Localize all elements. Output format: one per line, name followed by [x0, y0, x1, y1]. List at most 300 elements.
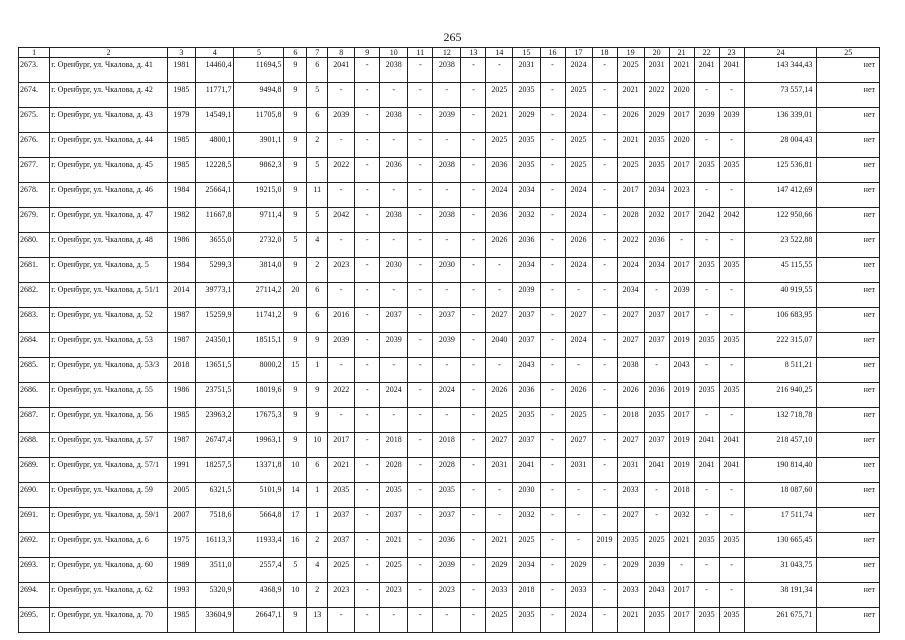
table-cell: 2031 [486, 458, 513, 483]
table-cell: - [355, 58, 380, 83]
table-cell: - [644, 483, 669, 508]
table-cell: 2039 [513, 283, 540, 308]
table-cell: 2016 [328, 308, 355, 333]
table-cell: 2043 [669, 358, 694, 383]
table-cell: - [328, 133, 355, 158]
table-cell: 3655,0 [195, 233, 234, 258]
table-cell: 2019 [669, 458, 694, 483]
table-cell: - [540, 108, 565, 133]
table-cell: - [355, 183, 380, 208]
table-cell: 2032 [644, 208, 669, 233]
table-row [19, 208, 880, 233]
table-cell: 2038 [433, 158, 461, 183]
column-header-17: 17 [565, 48, 592, 58]
table-cell: - [355, 433, 380, 458]
table-cell: - [719, 233, 744, 258]
table-cell: - [486, 58, 513, 83]
table-cell: 2037 [513, 308, 540, 333]
table-cell: 2034 [513, 258, 540, 283]
column-header-9: 9 [355, 48, 380, 58]
table-cell: - [719, 358, 744, 383]
table-cell: - [719, 583, 744, 608]
table-cell: 2021 [617, 608, 644, 633]
column-header-2: 2 [50, 48, 168, 58]
table-cell: 2019 [592, 533, 617, 558]
table-cell: 2038 [617, 358, 644, 383]
table-cell: нет [817, 283, 880, 308]
table-cell: 2034 [513, 558, 540, 583]
table-cell: 2039 [433, 333, 461, 358]
table-cell: 2021 [669, 533, 694, 558]
table-cell: 2036 [486, 158, 513, 183]
table-cell: 2036 [513, 233, 540, 258]
table-cell: 2027 [617, 508, 644, 533]
table-cell: 2029 [513, 108, 540, 133]
table-cell: 3901,1 [234, 133, 284, 158]
table-cell: 130 665,45 [744, 533, 817, 558]
table-cell: 5 [284, 558, 307, 583]
table-cell: 13371,8 [234, 458, 284, 483]
table-cell: 23 522,88 [744, 233, 817, 258]
table-cell: 2033 [617, 483, 644, 508]
table-cell: нет [817, 183, 880, 208]
table-row [19, 233, 880, 258]
table-cell: 2034 [617, 283, 644, 308]
table-cell: 18257,5 [195, 458, 234, 483]
table-cell: 2027 [565, 433, 592, 458]
table-cell: - [565, 283, 592, 308]
table-cell: - [540, 333, 565, 358]
table-cell: - [355, 158, 380, 183]
table-cell: 2035 [719, 533, 744, 558]
table-cell: нет [817, 333, 880, 358]
table-cell: - [380, 608, 408, 633]
table-cell: 2025 [486, 608, 513, 633]
table-cell: 2034 [513, 183, 540, 208]
table-cell: 2036 [486, 208, 513, 233]
table-cell: 5 [284, 233, 307, 258]
row-number-cell: 2688. [19, 433, 50, 458]
table-cell: 2017 [617, 183, 644, 208]
table-cell: - [592, 508, 617, 533]
table-cell: - [408, 108, 433, 133]
table-cell: 2035 [719, 333, 744, 358]
address-cell: г. Оренбург, ул. Чкалова, д. 48 [50, 233, 168, 258]
table-cell: - [461, 408, 486, 433]
table-cell: 216 940,25 [744, 383, 817, 408]
table-cell: 4368,9 [234, 583, 284, 608]
table-cell: - [328, 283, 355, 308]
table-cell: - [644, 508, 669, 533]
column-header-12: 12 [433, 48, 461, 58]
table-cell: - [540, 183, 565, 208]
column-header-18: 18 [592, 48, 617, 58]
table-cell: - [565, 358, 592, 383]
table-cell: - [540, 458, 565, 483]
table-cell: 4 [307, 558, 328, 583]
table-cell: - [355, 358, 380, 383]
table-cell: 9 [307, 333, 328, 358]
table-row [19, 458, 880, 483]
table-cell: - [433, 83, 461, 108]
table-cell: 2019 [669, 433, 694, 458]
table-cell: 2024 [617, 258, 644, 283]
table-cell: 2024 [565, 208, 592, 233]
address-cell: г. Оренбург, ул. Чкалова, д. 52 [50, 308, 168, 333]
table-cell: 2029 [486, 558, 513, 583]
table-row [19, 583, 880, 608]
address-cell: г. Оренбург, ул. Чкалова, д. 59 [50, 483, 168, 508]
address-cell: г. Оренбург, ул. Чкалова, д. 44 [50, 133, 168, 158]
table-cell: 2035 [719, 158, 744, 183]
table-cell: - [380, 408, 408, 433]
table-cell: 2038 [380, 58, 408, 83]
table-cell: - [355, 558, 380, 583]
table-cell: 2030 [513, 483, 540, 508]
table-cell: - [380, 358, 408, 383]
table-cell: - [355, 458, 380, 483]
header-row [19, 48, 880, 58]
table-cell: - [408, 608, 433, 633]
table-cell: - [592, 333, 617, 358]
row-number-cell: 2674. [19, 83, 50, 108]
table-cell: 2035 [694, 158, 719, 183]
table-cell: 3511,0 [195, 558, 234, 583]
table-cell: - [328, 233, 355, 258]
table-cell: 2035 [694, 258, 719, 283]
table-cell: - [461, 308, 486, 333]
table-cell: - [461, 183, 486, 208]
table-cell: - [328, 358, 355, 383]
table-cell: 2029 [644, 108, 669, 133]
table-cell: - [486, 358, 513, 383]
table-cell: - [433, 283, 461, 308]
table-cell: 1979 [167, 108, 195, 133]
table-cell: - [694, 358, 719, 383]
column-header-3: 3 [167, 48, 195, 58]
table-cell: - [408, 208, 433, 233]
table-cell: - [719, 508, 744, 533]
table-cell: 2037 [380, 308, 408, 333]
table-cell: 5320,9 [195, 583, 234, 608]
table-cell: - [592, 583, 617, 608]
table-cell: 5 [307, 83, 328, 108]
table-cell: 2026 [617, 383, 644, 408]
table-cell: 3814,0 [234, 258, 284, 283]
table-cell: 2035 [644, 408, 669, 433]
table-cell: 2035 [513, 158, 540, 183]
table-cell: 2035 [513, 608, 540, 633]
table-cell: 2024 [486, 183, 513, 208]
table-cell: 2022 [617, 233, 644, 258]
address-cell: г. Оренбург, ул. Чкалова, д. 59/1 [50, 508, 168, 533]
table-cell: 2732,0 [234, 233, 284, 258]
table-cell: - [355, 283, 380, 308]
table-cell: 2038 [380, 208, 408, 233]
table-cell: - [408, 308, 433, 333]
column-header-16: 16 [540, 48, 565, 58]
table-cell: 2035 [644, 133, 669, 158]
table-cell: 2039 [328, 333, 355, 358]
table-cell: - [355, 208, 380, 233]
table-cell: 2037 [433, 308, 461, 333]
table-cell: 2037 [644, 433, 669, 458]
table-cell: 2035 [694, 333, 719, 358]
table-cell: - [592, 258, 617, 283]
table-cell: 122 950,66 [744, 208, 817, 233]
table-cell: 2020 [669, 133, 694, 158]
table-cell: - [540, 583, 565, 608]
table-cell: 39773,1 [195, 283, 234, 308]
table-cell: 26747,4 [195, 433, 234, 458]
address-cell: г. Оренбург, ул. Чкалова, д. 51/1 [50, 283, 168, 308]
table-cell: - [592, 483, 617, 508]
table-cell: нет [817, 508, 880, 533]
address-cell: г. Оренбург, ул. Чкалова, д. 60 [50, 558, 168, 583]
table-cell: - [540, 558, 565, 583]
table-cell: 1975 [167, 533, 195, 558]
address-cell: г. Оренбург, ул. Чкалова, д. 42 [50, 83, 168, 108]
table-cell: - [461, 258, 486, 283]
table-body [19, 58, 880, 633]
table-cell: - [540, 483, 565, 508]
row-number-cell: 2685. [19, 358, 50, 383]
table-cell: 2033 [565, 583, 592, 608]
table-cell: 143 344,43 [744, 58, 817, 83]
table-cell: 2027 [617, 433, 644, 458]
table-row [19, 133, 880, 158]
table-cell: 9 [284, 183, 307, 208]
table-cell: - [408, 583, 433, 608]
table-cell: - [461, 358, 486, 383]
table-cell: 17 [284, 508, 307, 533]
table-cell: 2029 [617, 558, 644, 583]
table-cell: 9 [284, 133, 307, 158]
table-cell: 2035 [719, 608, 744, 633]
table-row [19, 333, 880, 358]
table-cell: 136 339,01 [744, 108, 817, 133]
table-cell: 18 087,60 [744, 483, 817, 508]
table-cell: 1985 [167, 408, 195, 433]
table-row [19, 283, 880, 308]
column-header-15: 15 [513, 48, 540, 58]
table-cell: 1991 [167, 458, 195, 483]
table-cell: 1986 [167, 383, 195, 408]
table-cell: 1984 [167, 258, 195, 283]
table-cell: 2039 [719, 108, 744, 133]
table-cell: 2041 [719, 433, 744, 458]
table-cell: - [355, 333, 380, 358]
table-cell: 2036 [644, 233, 669, 258]
table-cell: 2 [307, 258, 328, 283]
table-row [19, 183, 880, 208]
table-cell: 2018 [380, 433, 408, 458]
table-cell: - [328, 83, 355, 108]
table-cell: - [408, 533, 433, 558]
table-cell: 2033 [486, 583, 513, 608]
table-cell: 2037 [644, 308, 669, 333]
table-cell: 2041 [513, 458, 540, 483]
table-cell: - [328, 408, 355, 433]
table-cell: - [355, 583, 380, 608]
table-cell: 10 [284, 458, 307, 483]
table-row [19, 258, 880, 283]
table-cell: 2026 [486, 383, 513, 408]
table-cell: 15259,9 [195, 308, 234, 333]
table-cell: 2031 [644, 58, 669, 83]
table-cell: 2025 [565, 83, 592, 108]
table-cell: 11771,7 [195, 83, 234, 108]
table-cell: 11694,5 [234, 58, 284, 83]
table-cell: 14549,1 [195, 108, 234, 133]
table-cell: - [461, 383, 486, 408]
table-cell: - [461, 133, 486, 158]
table-cell: 2025 [513, 533, 540, 558]
table-cell: 2033 [617, 583, 644, 608]
table-cell: 2035 [328, 483, 355, 508]
table-row [19, 308, 880, 333]
table-cell: 17675,3 [234, 408, 284, 433]
row-number-cell: 2691. [19, 508, 50, 533]
table-cell: - [592, 433, 617, 458]
table-cell: - [592, 208, 617, 233]
table-cell: 2038 [433, 208, 461, 233]
table-cell: 11705,8 [234, 108, 284, 133]
table-cell: - [408, 133, 433, 158]
table-cell: - [694, 508, 719, 533]
column-header-20: 20 [644, 48, 669, 58]
table-cell: - [669, 233, 694, 258]
table-cell: 16113,3 [195, 533, 234, 558]
table-row [19, 108, 880, 133]
table-cell: - [408, 183, 433, 208]
table-cell: - [694, 308, 719, 333]
table-cell: 2017 [669, 608, 694, 633]
table-cell: 2039 [433, 558, 461, 583]
table-cell: - [433, 183, 461, 208]
table-cell: - [433, 133, 461, 158]
table-cell: нет [817, 258, 880, 283]
address-cell: г. Оренбург, ул. Чкалова, д. 53 [50, 333, 168, 358]
table-cell: - [486, 508, 513, 533]
table-cell: 2024 [565, 608, 592, 633]
table-cell: 2021 [486, 108, 513, 133]
table-cell: нет [817, 433, 880, 458]
table-cell: 2021 [380, 533, 408, 558]
table-cell: 1985 [167, 158, 195, 183]
table-cell: - [592, 408, 617, 433]
table-cell: - [486, 258, 513, 283]
table-cell: 2029 [565, 558, 592, 583]
table-cell: 28 004,43 [744, 133, 817, 158]
table-cell: 2041 [328, 58, 355, 83]
table-cell: - [328, 608, 355, 633]
table-cell: 18515,1 [234, 333, 284, 358]
table-cell: - [355, 383, 380, 408]
table-cell: 2019 [669, 333, 694, 358]
table-cell: 2025 [565, 408, 592, 433]
table-cell: 190 814,40 [744, 458, 817, 483]
table-cell: 6321,5 [195, 483, 234, 508]
table-cell: 40 919,55 [744, 283, 817, 308]
table-cell: 6 [307, 283, 328, 308]
table-cell: 147 412,69 [744, 183, 817, 208]
table-cell: - [540, 533, 565, 558]
table-cell: - [540, 258, 565, 283]
table-cell: 2022 [328, 158, 355, 183]
table-cell: нет [817, 108, 880, 133]
row-number-cell: 2681. [19, 258, 50, 283]
table-cell: - [694, 133, 719, 158]
table-cell: 13651,5 [195, 358, 234, 383]
table-cell: 2042 [719, 208, 744, 233]
column-header-7: 7 [307, 48, 328, 58]
address-cell: г. Оренбург, ул. Чкалова, д. 70 [50, 608, 168, 633]
table-cell: - [461, 58, 486, 83]
table-row [19, 358, 880, 383]
table-row [19, 158, 880, 183]
table-cell: - [408, 333, 433, 358]
table-cell: 2041 [719, 58, 744, 83]
table-cell: - [540, 283, 565, 308]
table-cell: - [694, 583, 719, 608]
table-cell: нет [817, 158, 880, 183]
table-cell: 2026 [486, 233, 513, 258]
table-cell: - [380, 183, 408, 208]
table-cell: - [694, 408, 719, 433]
table-cell: нет [817, 133, 880, 158]
table-cell: 17 511,74 [744, 508, 817, 533]
row-number-cell: 2686. [19, 383, 50, 408]
table-cell: - [408, 83, 433, 108]
table-cell: - [719, 83, 744, 108]
table-cell: - [408, 358, 433, 383]
table-cell: 25664,1 [195, 183, 234, 208]
table-cell: - [565, 508, 592, 533]
column-header-19: 19 [617, 48, 644, 58]
address-cell: г. Оренбург, ул. Чкалова, д. 46 [50, 183, 168, 208]
table-cell: 20 [284, 283, 307, 308]
table-cell: 2041 [694, 433, 719, 458]
table-cell: 2035 [694, 533, 719, 558]
table-cell: - [355, 108, 380, 133]
table-cell: 2007 [167, 508, 195, 533]
table-cell: 2037 [328, 533, 355, 558]
table-cell: 11667,8 [195, 208, 234, 233]
table-cell: 2023 [328, 583, 355, 608]
table-cell: - [540, 358, 565, 383]
table-cell: - [592, 108, 617, 133]
address-cell: г. Оренбург, ул. Чкалова, д. 5 [50, 258, 168, 283]
table-cell: 2022 [644, 83, 669, 108]
table-cell: нет [817, 483, 880, 508]
table-cell: 9494,8 [234, 83, 284, 108]
table-row [19, 608, 880, 633]
row-number-cell: 2677. [19, 158, 50, 183]
table-cell: 14460,4 [195, 58, 234, 83]
table-cell: - [719, 133, 744, 158]
table-cell: 1987 [167, 308, 195, 333]
table-cell: 2023 [433, 583, 461, 608]
table-cell: - [433, 233, 461, 258]
table-cell: 2018 [669, 483, 694, 508]
row-number-cell: 2692. [19, 533, 50, 558]
table-cell: - [408, 433, 433, 458]
table-cell: 19215,0 [234, 183, 284, 208]
address-cell: г. Оренбург, ул. Чкалова, д. 45 [50, 158, 168, 183]
table-cell: - [461, 433, 486, 458]
table-cell: - [592, 608, 617, 633]
